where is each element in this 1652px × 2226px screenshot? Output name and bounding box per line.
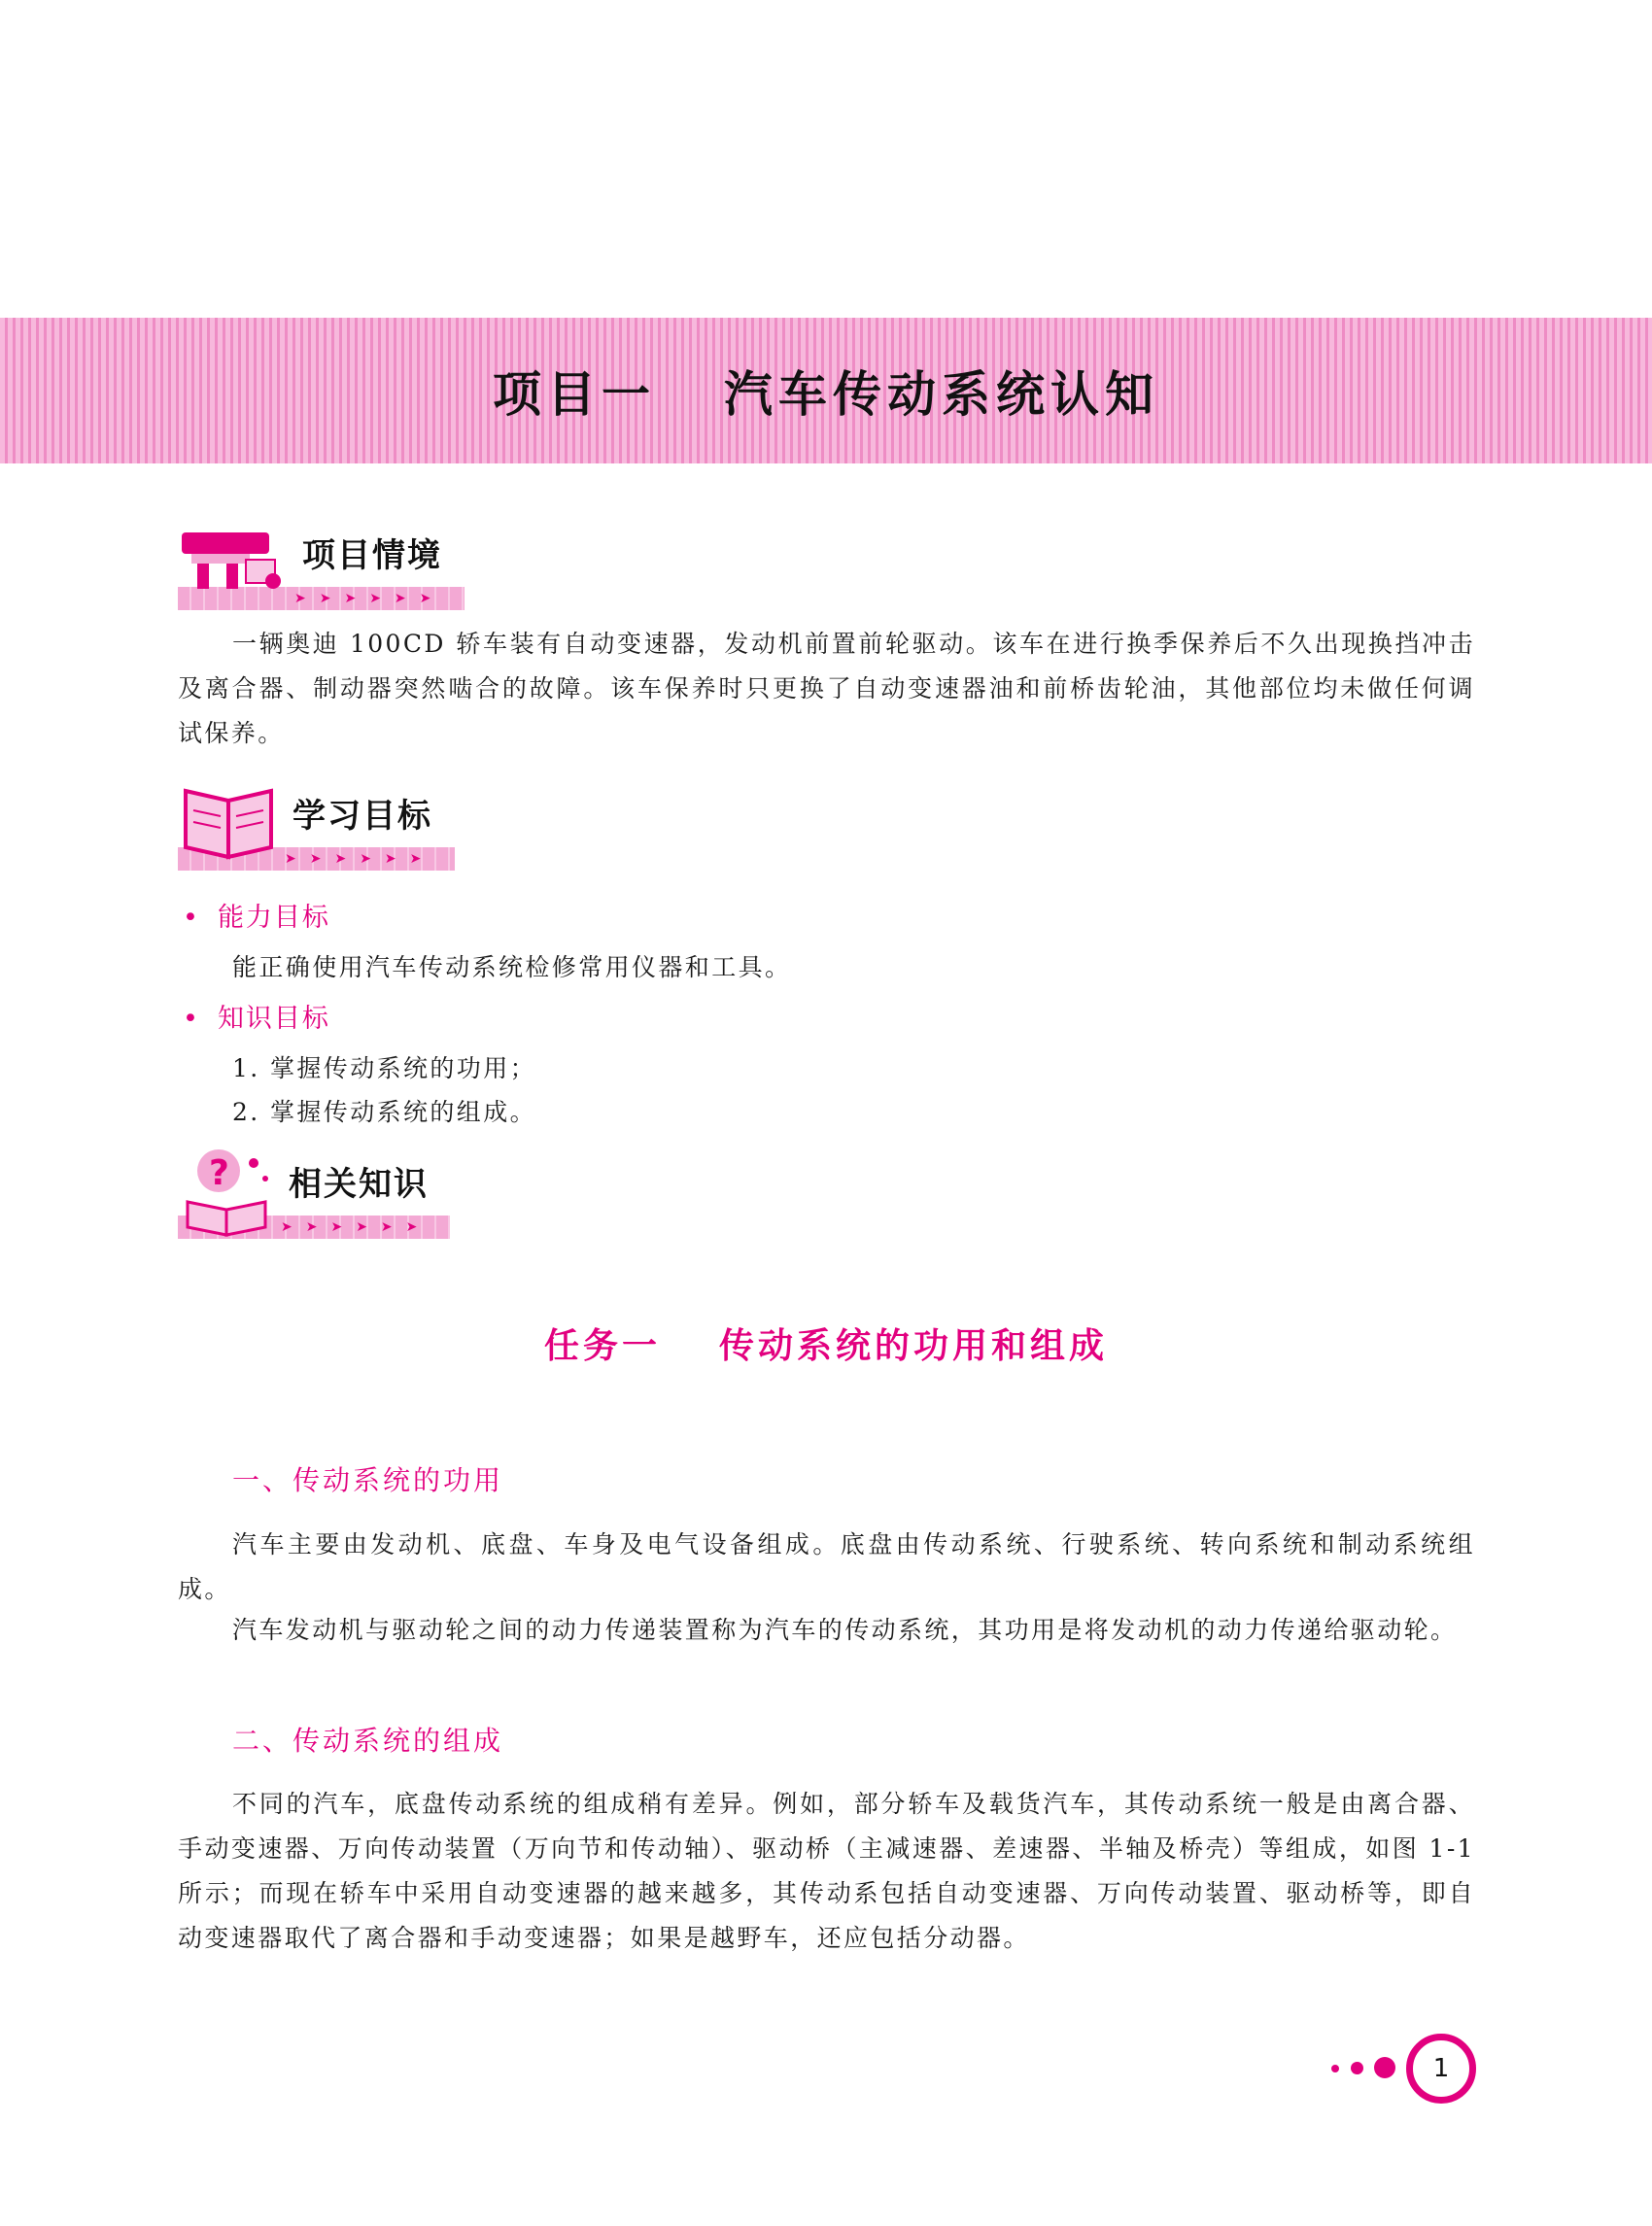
task-title-prefix: 任务一	[543, 1325, 661, 1366]
section-label-knowledge: 相关知识	[289, 1165, 429, 1204]
question-book-icon	[178, 1142, 285, 1239]
section-header-objectives: ➤➤➤➤➤➤ 学习目标	[178, 773, 460, 871]
part1-heading: 一、传动系统的功用	[232, 1464, 504, 1496]
part1-paragraph: 汽车发动机与驱动轮之间的动力传递装置称为汽车的传动系统，其功用是将发动机的动力传递给驱动轮。	[232, 1616, 1458, 1644]
section-label-scenario: 项目情境	[302, 536, 442, 575]
project-title-name: 汽车传动系统认知	[724, 366, 1159, 423]
project-title	[0, 318, 1652, 463]
open-book-icon	[178, 773, 285, 871]
section-header-knowledge: ➤➤➤➤➤➤ ? 相关知识	[178, 1142, 455, 1239]
ability-objectives-heading: • 能力目标	[183, 903, 330, 933]
page-number: 1	[1406, 2034, 1476, 2104]
scenario-paragraph: 一辆奥迪 100CD 轿车装有自动变速器，发动机前置前轮驱动。该车在进行换季保养后不久出现换挡冲击及离合器、制动器突然啮合的故障。该车保养时只更换了自动变速器油和前桥齿轮油，其他部位均未做任何调试保养。	[178, 630, 1475, 747]
part2-heading: 二、传动系统的组成	[232, 1725, 504, 1757]
svg-text:?: ?	[209, 1153, 229, 1193]
section-header-scenario: ➤➤➤➤➤➤ 项目情境	[178, 513, 469, 610]
page-number-badge	[1324, 2031, 1479, 2108]
part1-paragraph: 汽车主要由发动机、底盘、车身及电气设备组成。底盘由传动系统、行驶系统、转向系统和制动系统组成。	[178, 1530, 1475, 1603]
section-label-objectives: 学习目标	[293, 797, 432, 836]
knowledge-objective-item: 2. 掌握传动系统的组成。	[232, 1098, 537, 1126]
bullet-icon: •	[183, 1004, 200, 1034]
project-title-prefix: 项目一	[493, 366, 656, 423]
bullet-icon: •	[183, 903, 200, 933]
part2-paragraph: 不同的汽车，底盘传动系统的组成稍有差异。例如，部分轿车及载货汽车，其传动系统一般是由离合器、手动变速器、万向传动装置（万向节和传动轴）、驱动桥（主减速器、差速器、半轴及桥壳）等组成，如图 1-1 所示；而现在轿车中采用自动变速器的越来越多，其传动系包括自动变速器、万向传动装置、驱动桥等，即自动变速器取代了离合器和手动变速器；如果是越野车，还应包括分动器。	[178, 1790, 1475, 1952]
task-title	[0, 1318, 1652, 1368]
ability-objective-item: 能正确使用汽车传动系统检修常用仪器和工具。	[232, 953, 792, 981]
task-title-name: 传动系统的功用和组成	[719, 1325, 1109, 1366]
building-icon	[178, 513, 285, 610]
knowledge-objectives-heading: • 知识目标	[183, 1004, 330, 1034]
knowledge-objective-item: 1. 掌握传动系统的功用；	[232, 1054, 537, 1082]
